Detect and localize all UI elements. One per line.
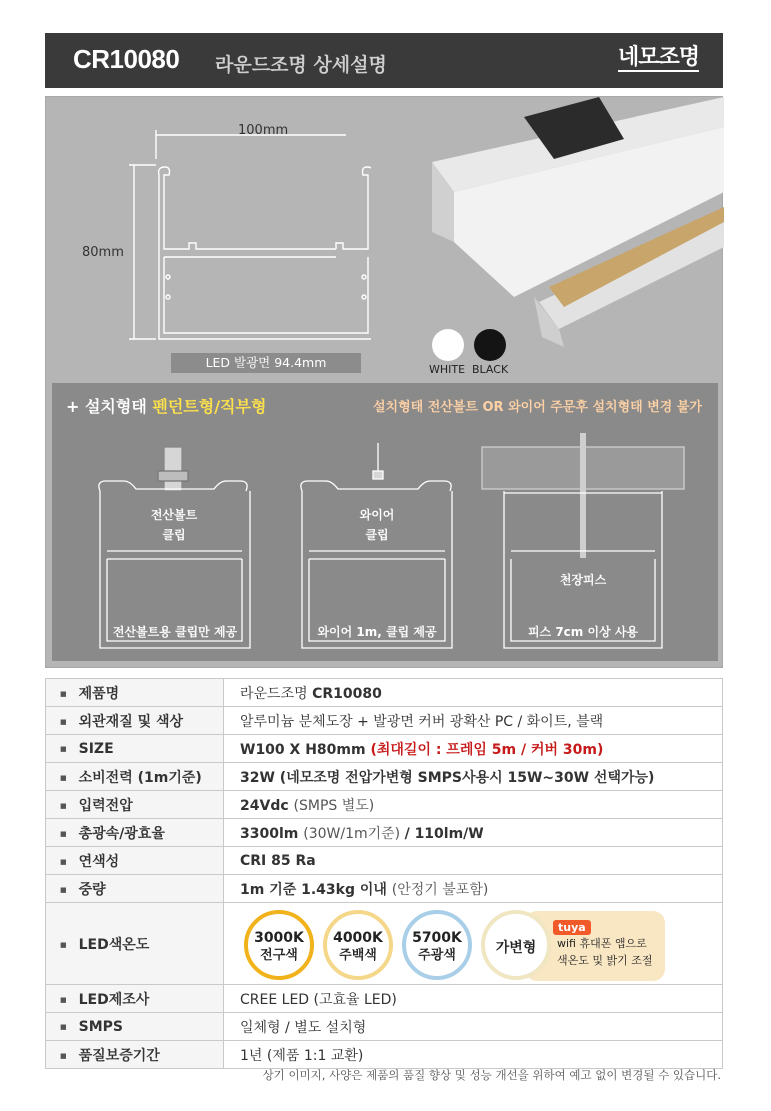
table-row bbox=[46, 847, 723, 875]
spec-val-cct bbox=[224, 903, 723, 985]
spec-table bbox=[45, 678, 723, 1069]
spec-key-cri: ■ 연색성 bbox=[46, 847, 224, 875]
spec-val-input: 24Vdc (SMPS 별도) bbox=[224, 791, 723, 819]
install-label-bolt: 전산볼트 클립 bbox=[150, 508, 198, 542]
spec-val-power: 32W (네모조명 전압가변형 SMPS사용시 15W~30W 선택가능) bbox=[224, 763, 723, 791]
spec-key-warranty: ■ 품질보증기간 bbox=[46, 1041, 224, 1069]
table-row bbox=[46, 679, 723, 707]
table-row bbox=[46, 903, 723, 985]
product-render-image bbox=[424, 97, 724, 347]
spec-val-cri: CRI 85 Ra bbox=[224, 847, 723, 875]
tuya-logo: tuya bbox=[553, 920, 591, 935]
table-row bbox=[46, 1013, 723, 1041]
color-label-black: BLACK bbox=[472, 363, 509, 376]
tuya-line-1: wifi 휴대폰 앱으로 bbox=[557, 936, 647, 950]
spec-key-input: ■ 입력전압 bbox=[46, 791, 224, 819]
table-row bbox=[46, 985, 723, 1013]
led-surface-label: LED 발광면 94.4mm bbox=[171, 353, 361, 373]
install-caption-wire: 와이어 1m, 클립 제공 bbox=[317, 625, 437, 639]
brand-logo: 네모조명 bbox=[617, 45, 699, 70]
install-label-screw: 천장피스 bbox=[559, 573, 607, 587]
model-name: CR10080 bbox=[73, 44, 180, 74]
install-label-wire: 와이어 클립 bbox=[359, 508, 395, 542]
install-note: 설치형태 전산볼트 OR 와이어 주문후 설치형태 변경 불가 bbox=[372, 400, 702, 415]
install-type-section bbox=[52, 383, 718, 661]
color-label-white: WHITE bbox=[429, 363, 466, 376]
cct-badge-4000k: 4000K 주백색 bbox=[323, 910, 393, 980]
table-row bbox=[46, 819, 723, 847]
spec-val-material: 알루미늄 분체도장 + 발광면 커버 광확산 PC / 화이트, 블랙 bbox=[224, 707, 723, 735]
cct-badge-5700k: 5700K 주광색 bbox=[402, 910, 472, 980]
spec-val-smps: 일체형 / 별도 설치형 bbox=[224, 1013, 723, 1041]
cct-badge-3000k: 3000K 전구색 bbox=[244, 910, 314, 980]
install-title-accent: 펜던트형/직부형 bbox=[152, 397, 267, 416]
table-row bbox=[46, 763, 723, 791]
spec-key-maker: ■ LED제조사 bbox=[46, 985, 224, 1013]
spec-val-size: W100 X H80mm (최대길이 : 프레임 5m / 커버 30m) bbox=[224, 735, 723, 763]
color-swatch-white bbox=[432, 329, 464, 361]
product-panel bbox=[45, 96, 723, 668]
spec-val-name: 라운드조명 CR10080 bbox=[224, 679, 723, 707]
spec-key-power: ■ 소비전력 (1m기준) bbox=[46, 763, 224, 791]
height-dimension-label: 80mm bbox=[82, 245, 124, 260]
table-row bbox=[46, 791, 723, 819]
install-caption-screw: 피스 7cm 이상 사용 bbox=[527, 625, 639, 639]
spec-key-smps: ■ SMPS bbox=[46, 1013, 224, 1041]
install-title: + 설치형태 펜던트형/직부형 bbox=[66, 397, 267, 416]
title-bar bbox=[45, 33, 723, 88]
spec-key-size: ■ SIZE bbox=[46, 735, 224, 763]
spec-val-warranty: 1년 (제품 1:1 교환) bbox=[224, 1041, 723, 1069]
spec-key-weight: ■ 중량 bbox=[46, 875, 224, 903]
spec-val-weight: 1m 기준 1.43kg 이내 (안정기 불포함) bbox=[224, 875, 723, 903]
tuya-line-2: 색온도 및 밝기 조절 bbox=[557, 953, 653, 967]
spec-key-material: ■ 외관재질 및 색상 bbox=[46, 707, 224, 735]
page-subtitle: 라운드조명 상세설명 bbox=[215, 54, 387, 76]
table-row bbox=[46, 1041, 723, 1069]
spec-val-flux: 3300lm (30W/1m기준) / 110lm/W bbox=[224, 819, 723, 847]
width-dimension-label: 100mm bbox=[238, 123, 289, 138]
spec-key-flux: ■ 총광속/광효율 bbox=[46, 819, 224, 847]
color-swatch-black bbox=[474, 329, 506, 361]
cct-badge-variable: 가변형 bbox=[481, 910, 551, 980]
install-caption-bolt: 전산볼트용 클립만 제공 bbox=[112, 625, 238, 639]
disclaimer-footnote: 상기 이미지, 사양은 제품의 품질 향상 및 성능 개선을 위하여 예고 없이 변경될 수 있습니다. bbox=[262, 1068, 721, 1082]
table-row bbox=[46, 875, 723, 903]
table-row bbox=[46, 707, 723, 735]
spec-key-cct: ■ LED색온도 bbox=[46, 903, 224, 985]
spec-val-maker: CREE LED (고효율 LED) bbox=[224, 985, 723, 1013]
spec-key-name: ■ 제품명 bbox=[46, 679, 224, 707]
color-temperature-badges bbox=[240, 905, 722, 983]
table-row bbox=[46, 735, 723, 763]
